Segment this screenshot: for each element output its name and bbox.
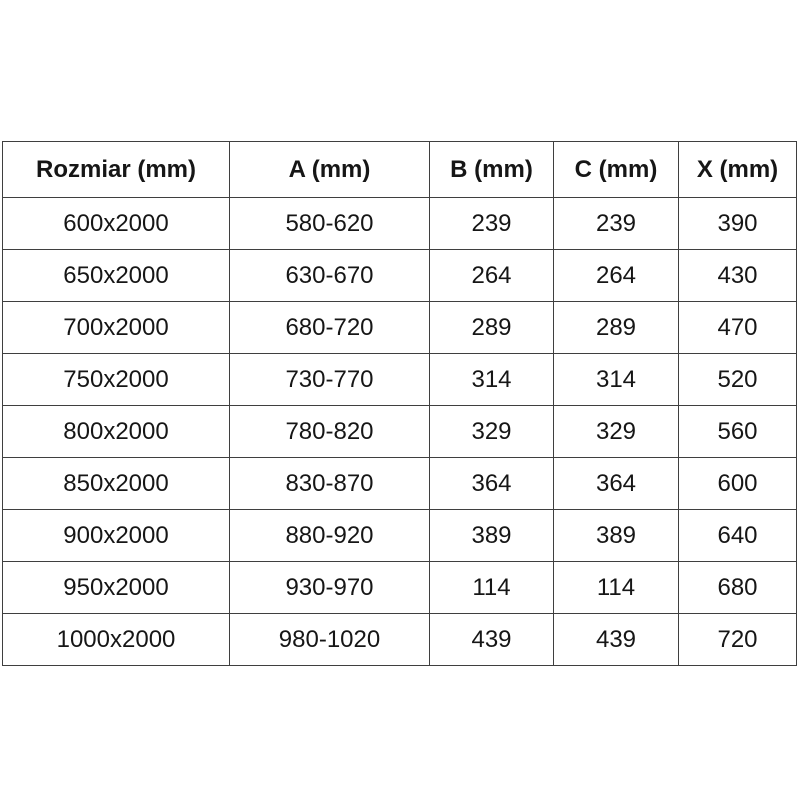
cell-a: 730-770: [230, 354, 430, 406]
cell-b: 314: [430, 354, 554, 406]
cell-c: 289: [554, 302, 679, 354]
column-header-a: A (mm): [230, 142, 430, 198]
cell-c: 329: [554, 406, 679, 458]
cell-rozmiar: 600x2000: [3, 198, 230, 250]
cell-a: 630-670: [230, 250, 430, 302]
cell-b: 439: [430, 614, 554, 666]
cell-c: 264: [554, 250, 679, 302]
cell-a: 880-920: [230, 510, 430, 562]
cell-x: 390: [679, 198, 797, 250]
cell-b: 289: [430, 302, 554, 354]
table-row: [3, 198, 797, 250]
table-row: [3, 302, 797, 354]
cell-c: 389: [554, 510, 679, 562]
cell-c: 364: [554, 458, 679, 510]
cell-b: 264: [430, 250, 554, 302]
cell-c: 314: [554, 354, 679, 406]
cell-a: 680-720: [230, 302, 430, 354]
column-header-c: C (mm): [554, 142, 679, 198]
cell-b: 114: [430, 562, 554, 614]
table-row: [3, 250, 797, 302]
cell-x: 470: [679, 302, 797, 354]
cell-rozmiar: 850x2000: [3, 458, 230, 510]
cell-x: 720: [679, 614, 797, 666]
cell-b: 389: [430, 510, 554, 562]
column-header-b: B (mm): [430, 142, 554, 198]
table-row: [3, 510, 797, 562]
cell-c: 439: [554, 614, 679, 666]
cell-rozmiar: 1000x2000: [3, 614, 230, 666]
column-header-x: X (mm): [679, 142, 797, 198]
cell-c: 114: [554, 562, 679, 614]
cell-a: 980-1020: [230, 614, 430, 666]
cell-x: 680: [679, 562, 797, 614]
table-header-row: [3, 142, 797, 198]
table-row: [3, 406, 797, 458]
cell-a: 780-820: [230, 406, 430, 458]
cell-a: 830-870: [230, 458, 430, 510]
cell-b: 239: [430, 198, 554, 250]
cell-b: 364: [430, 458, 554, 510]
table-row: [3, 354, 797, 406]
cell-rozmiar: 950x2000: [3, 562, 230, 614]
table-row: [3, 614, 797, 666]
cell-x: 640: [679, 510, 797, 562]
cell-x: 560: [679, 406, 797, 458]
table-row: [3, 562, 797, 614]
cell-rozmiar: 900x2000: [3, 510, 230, 562]
cell-c: 239: [554, 198, 679, 250]
cell-a: 930-970: [230, 562, 430, 614]
cell-rozmiar: 650x2000: [3, 250, 230, 302]
size-table: [2, 141, 797, 666]
cell-a: 580-620: [230, 198, 430, 250]
cell-rozmiar: 700x2000: [3, 302, 230, 354]
cell-rozmiar: 750x2000: [3, 354, 230, 406]
table-row: [3, 458, 797, 510]
column-header-rozmiar: Rozmiar (mm): [3, 142, 230, 198]
cell-b: 329: [430, 406, 554, 458]
cell-x: 520: [679, 354, 797, 406]
cell-rozmiar: 800x2000: [3, 406, 230, 458]
cell-x: 600: [679, 458, 797, 510]
cell-x: 430: [679, 250, 797, 302]
